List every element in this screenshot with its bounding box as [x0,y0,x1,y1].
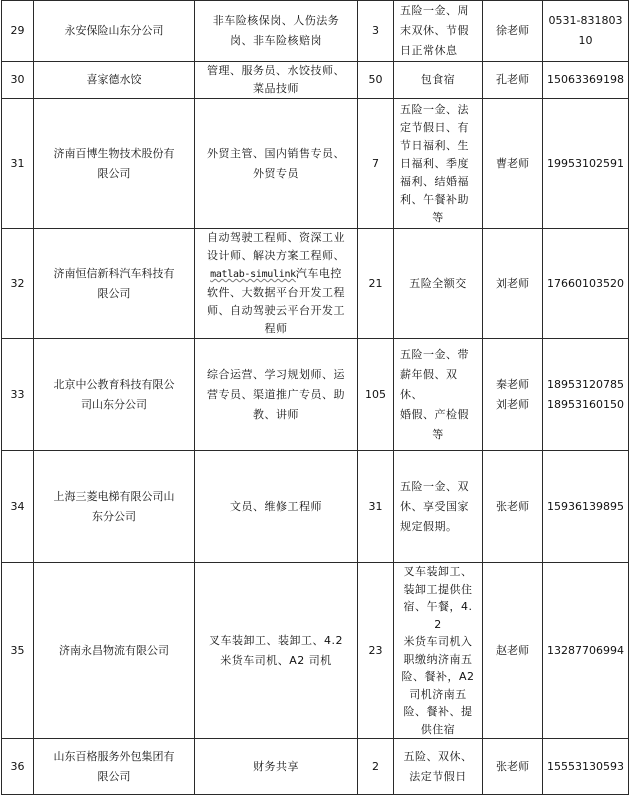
positions-cell [195,1,358,62]
positions-line: 营专员、渠道推广专员、助 [207,387,345,401]
phone-line: 15936139895 [547,499,624,513]
company-name-cell [34,339,195,451]
contact-person: 张老师 [483,451,543,563]
hire-count: 21 [358,229,394,339]
benefits-line: 等 [432,427,444,441]
benefits-cell [394,451,483,563]
company-line: 上海三菱电梯有限公司山 [53,489,175,503]
company-line: 限公司 [97,286,131,300]
benefits-line: 米货车司机入 [403,635,473,648]
benefits-line: 法定节假日 [409,769,467,783]
benefits-line: 装卸工提供住 [403,582,473,596]
positions-line: 叉车装卸工、装卸工、4.2 [209,633,343,647]
company-name-cell [34,229,195,339]
company-name: 济南永昌物流有限公司 [34,563,195,739]
positions-cell [195,62,358,99]
benefits-line: 包食宿 [420,73,456,86]
positions-line: 菜品技师 [253,82,299,95]
phone-cell [543,1,629,62]
benefits-line: 司机济南五 [409,687,467,701]
company-line: 限公司 [97,769,131,783]
row-number: 32 [2,229,34,339]
contact-person: 刘老师 [483,229,543,339]
hire-count: 50 [358,62,394,99]
benefits-line: 定节假日、有 [400,120,469,134]
benefits-line: 规定假期。 [400,519,458,533]
table-row [2,1,629,62]
phone-line: 10 [578,34,593,47]
table-row [2,62,629,99]
positions-line: 综合运营、学习规划师、运 [207,367,345,381]
phone-line: 15553130593 [547,759,624,773]
company-line: 济南百博生物技术股份有 [53,146,175,160]
positions-line: 设计师、解决方案工程师、 [207,249,345,262]
benefits-line: 五险一金、带 [400,347,469,361]
company-line: 济南恒信新科汽车科技有 [53,266,175,280]
benefits-line: 职缴纳济南五 [403,652,473,666]
benefits-cell [394,563,483,739]
phone-line: 0531-831803 [548,14,623,27]
company-line: 山东百格服务外包集团有 [53,749,175,763]
benefits-line: 五险一金、周 [400,4,469,17]
benefits-line: 险、餐补、提 [403,705,473,718]
phone-cell [543,229,629,339]
hire-count: 2 [358,739,394,795]
contact-person: 赵老师 [483,563,543,739]
positions-code-tail: 汽车电控 [295,267,342,280]
benefits-line: 薪年假、双休、 [400,367,458,401]
table-row [2,99,629,229]
benefits-line: 休、享受国家 [400,499,469,513]
benefits-line: 五险一金、法 [400,102,469,116]
company-name-cell [34,99,195,229]
benefits-line: 日福利、季度 [400,156,469,170]
contact-line: 刘老师 [496,397,529,411]
company-name: 喜家德水饺 [34,62,195,99]
positions-cell [195,739,358,795]
benefits-line: 利、午餐补助 [400,192,469,206]
positions-cell [195,99,358,229]
table-row [2,563,629,739]
positions-line: 外贸主管、国内销售专员、 [207,146,345,160]
positions-line: 软件、大数据平台开发工程 [207,286,345,299]
positions-line: 岗、非车险核赔岗 [230,34,322,47]
positions-line: 教、讲师 [253,407,299,421]
benefits-line: 险、餐补，A2 [401,670,475,683]
company-name-cell [34,451,195,563]
phone-line: 18953120785 [547,377,624,391]
hire-count: 31 [358,451,394,563]
contact-cell [483,339,543,451]
table-row [2,339,629,451]
benefits-line: 日正常休息 [400,44,458,57]
hire-count: 7 [358,99,394,229]
benefits-line: 节日福利、生 [400,138,469,152]
positions-line: 程师 [264,322,288,335]
row-number: 36 [2,739,34,795]
row-number: 34 [2,451,34,563]
benefits-line: 五险全额交 [409,276,467,290]
benefits-line: 供住宿 [420,722,456,736]
company-line: 司山东分公司 [81,397,147,411]
benefits-cell [394,62,483,99]
row-number: 31 [2,99,34,229]
benefits-line: 末双休、节假 [400,24,469,37]
benefits-line: 福利、结婚福 [400,174,469,188]
table-row [2,229,629,339]
benefits-line: 宿、午餐，4.2 [403,600,473,631]
contact-person: 张老师 [483,739,543,795]
positions-code: matlab-simulink [210,269,296,280]
company-line: 北京中公教育科技有限公 [53,377,175,391]
phone-cell [543,451,629,563]
contact-person: 徐老师 [483,1,543,62]
phone-cell [543,563,629,739]
benefits-cell [394,229,483,339]
positions-line: 管理、服务员、水饺技师、 [207,64,345,77]
row-number: 29 [2,1,34,62]
positions-cell [195,339,358,451]
phone-cell [543,339,629,451]
phone-cell [543,62,629,99]
benefits-cell [394,99,483,229]
positions-cell [195,563,358,739]
contact-line: 秦老师 [496,377,529,391]
benefits-line: 五险一金、双 [400,479,469,493]
phone-cell [543,99,629,229]
phone-line: 15063369198 [547,73,624,86]
hire-count: 105 [358,339,394,451]
benefits-cell [394,1,483,62]
benefits-cell [394,739,483,795]
recruitment-table [1,0,629,795]
row-number: 30 [2,62,34,99]
positions-cell [195,451,358,563]
positions-line [198,265,354,284]
row-number: 33 [2,339,34,451]
table-row [2,739,629,795]
hire-count: 3 [358,1,394,62]
positions-cell [195,229,358,339]
company-line: 东分公司 [92,509,136,523]
benefits-line: 等 [432,210,444,224]
benefits-line: 婚假、产检假 [400,407,469,421]
table-row [2,451,629,563]
positions-line: 财务共享 [253,759,299,773]
benefits-line: 叉车装卸工、 [403,565,473,578]
positions-line: 自动驾驶工程师、资深工业 [207,231,345,244]
row-number: 35 [2,563,34,739]
positions-line: 外贸专员 [253,166,299,180]
phone-line: 19953102591 [547,156,624,170]
phone-line: 17660103520 [547,276,624,290]
contact-person: 孔老师 [483,62,543,99]
phone-line: 18953160150 [547,397,624,411]
company-name: 永安保险山东分公司 [34,1,195,62]
positions-line: 文员、维修工程师 [230,499,322,513]
benefits-line: 五险、双休、 [403,749,473,763]
company-line: 限公司 [97,166,131,180]
benefits-cell [394,339,483,451]
contact-person: 曹老师 [483,99,543,229]
phone-cell [543,739,629,795]
company-name-cell [34,739,195,795]
positions-line: 非车险核保岗、人伤法务 [212,14,340,27]
positions-line: 师、自动驾驶云平台开发工 [207,304,345,317]
phone-line: 13287706994 [547,643,624,657]
hire-count: 23 [358,563,394,739]
positions-line: 米货车司机、A2 司机 [220,653,332,667]
